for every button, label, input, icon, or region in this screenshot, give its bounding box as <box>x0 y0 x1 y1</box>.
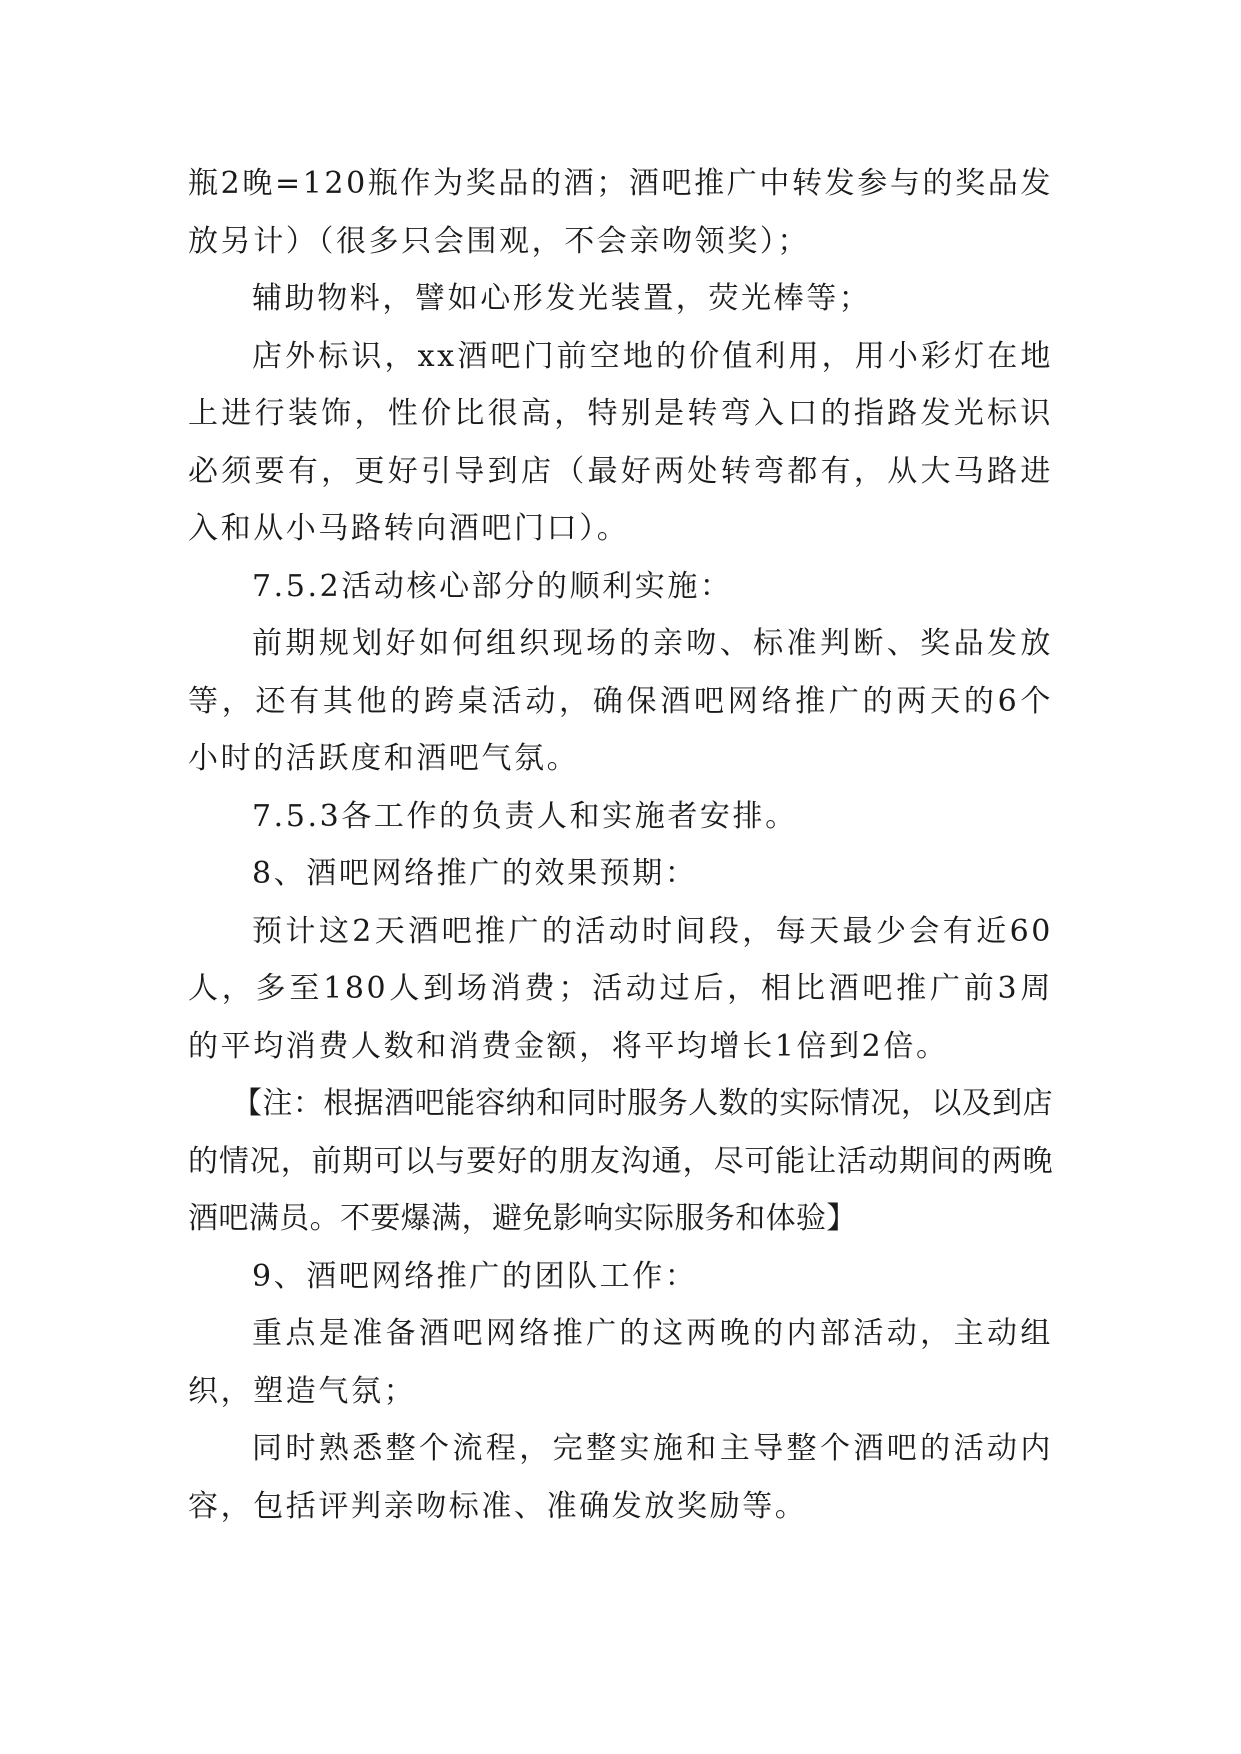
paragraph-prize-wine: 瓶2晚=120瓶作为奖品的酒；酒吧推广中转发参与的奖品发放另计）（很多只会围观，不会亲吻领奖）； <box>188 166 1053 259</box>
heading-8-expected-results: 8、酒吧网络推广的效果预期： <box>252 856 698 891</box>
paragraph-expected-results: 预计这2天酒吧推广的活动时间段，每天最少会有近60人，多至180人到场消费；活动过后，相比酒吧推广前3周的平均消费人数和消费金额，将平均增长1倍到2倍。 <box>188 913 1053 1064</box>
heading-7-5-3: 7.5.3各工作的负责人和实施者安排。 <box>252 798 798 834</box>
paragraph-process: 同时熟悉整个流程，完整实施和主导整个酒吧的活动内容，包括评判亲吻标准、准确发放奖励等。 <box>188 1431 1053 1524</box>
paragraph-core-activity: 前期规划好如何组织现场的亲吻、标准判断、奖品发放等，还有其他的跨桌活动，确保酒吧网络推广的两天的6个小时的活跃度和酒吧气氛。 <box>188 626 1053 776</box>
paragraph-outdoor-signage: 店外标识，xx酒吧门前空地的价值利用，用小彩灯在地上进行装饰，性价比很高，特别是转弯入口的指路发光标识必须要有，更好引导到店（最好两处转弯都有，从大马路进入和从小马路转向酒吧门口）。 <box>188 338 1053 546</box>
document-body <box>188 155 1053 1535</box>
paragraph-auxiliary-materials: 辅助物料，譬如心形发光装置，荧光棒等； <box>252 281 872 316</box>
heading-7-5-2: 7.5.2活动核心部分的顺利实施： <box>252 568 733 604</box>
paragraph-internal-activity: 重点是准备酒吧网络推广的这两晚的内部活动，主动组织，塑造气氛； <box>188 1316 1053 1409</box>
paragraph-note: 【注：根据酒吧能容纳和同时服务人数的实际情况，以及到店的情况，前期可以与要好的朋友沟通，尽可能让活动期间的两晚酒吧满员。不要爆满，避免影响实际服务和体验】 <box>188 1086 1053 1236</box>
heading-9-team-work: 9、酒吧网络推广的团队工作： <box>252 1258 698 1294</box>
